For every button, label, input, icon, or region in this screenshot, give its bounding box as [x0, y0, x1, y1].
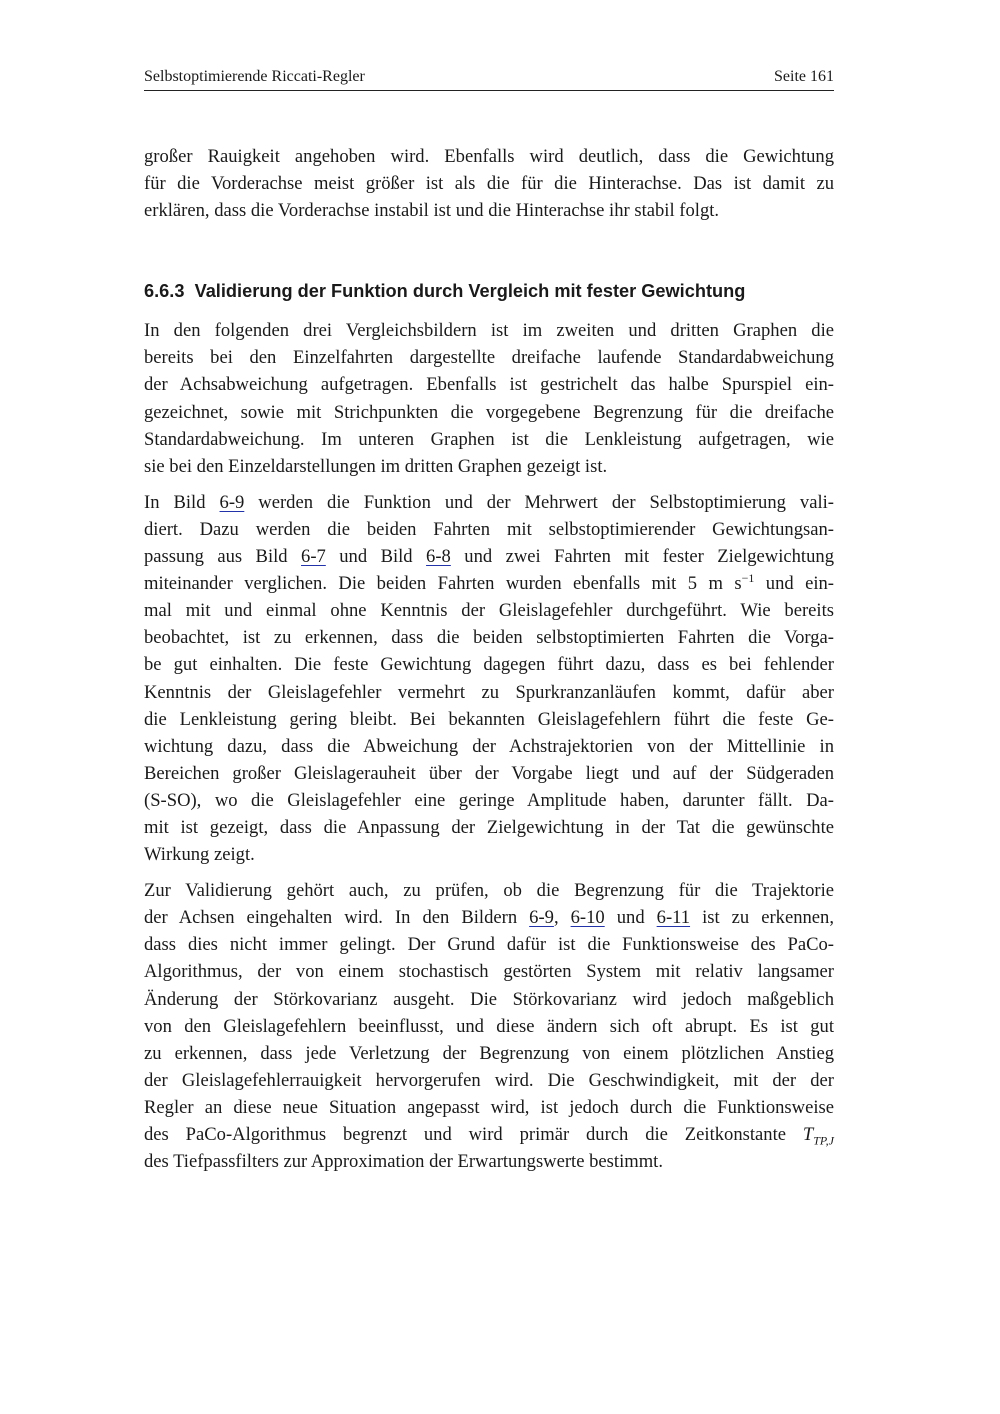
text-line: bereits bei den Einzelfahrten dargestellte dreifache laufende Standardabweichung	[144, 347, 834, 369]
text-line: von den Gleislagefehlern beeinflusst, und diese ändern sich oft abrupt. Es ist gut	[144, 1015, 834, 1037]
figure-ref-6-9[interactable]: 6-9	[529, 907, 554, 929]
figure-ref-6-10[interactable]: 6-10	[570, 907, 605, 929]
text-line: der Achsabweichung aufgetragen. Ebenfalls ist gestrichelt das halbe Spurspiel ein-	[144, 374, 834, 396]
running-header	[144, 66, 834, 91]
text-line: zu erkennen, dass jede Verletzung der Begrenzung von einem plötzlichen Anstieg	[144, 1042, 834, 1064]
figure-ref-6-9[interactable]: 6-9	[219, 491, 245, 513]
text-line: wichtung dazu, dass die Abweichung der Achstrajektorien von der Mittellinie in	[144, 735, 834, 757]
text-line: erklären, dass die Vorderachse instabil ist und die Hinterachse ihr stabil folgt.	[144, 200, 720, 222]
text-line: sie bei den Einzeldarstellungen im dritten Graphen gezeigt ist.	[144, 455, 608, 477]
text-line: Bereichen großer Gleislagerauheit über der Vorgabe liegt und auf der Südgeraden	[144, 762, 834, 784]
text-line: für die Vorderachse meist größer ist als die für die Hinterachse. Das ist damit zu	[144, 173, 834, 195]
text-line: des Tiefpassfilters zur Approximation der Erwartungswerte bestimmt.	[144, 1151, 663, 1173]
text-line: gezeichnet, sowie mit Strichpunkten die vorgegebene Begrenzung für die dreifache	[144, 401, 834, 423]
text-line: des PaCo-Algorithmus begrenzt und wird primär durch die Zeitkonstante $T_{TP,J}$	[144, 1124, 834, 1148]
text-line: Regler an diese neue Situation angepasst wird, ist jedoch durch die Funktionsweise	[144, 1096, 834, 1118]
text-line: großer Rauigkeit angehoben wird. Ebenfalls wird deutlich, dass die Gewichtung	[144, 146, 834, 167]
figure-ref-6-8[interactable]: 6-8	[426, 546, 451, 568]
text-line: (S-SO), wo die Gleislagefehler eine geringe Amplitude haben, darunter fällt. Da-	[144, 789, 834, 811]
text-line: diert. Dazu werden die beiden Fahrten mit selbstoptimierender Gewichtungsan-	[144, 518, 834, 540]
text-line: Algorithmus, der von einem stochastisch gestörten System mit relativ langsamer	[144, 961, 834, 983]
section-heading	[144, 279, 834, 303]
text-line: dass dies nicht immer gelingt. Der Grund dafür ist die Funktionsweise des PaCo-	[144, 934, 834, 956]
text-line: Kenntnis der Gleislagefehler vermehrt zu Spurkranzanläufen kommt, dafür aber	[144, 681, 834, 703]
text-line: In den folgenden drei Vergleichsbildern ist im zweiten und dritten Graphen die	[144, 320, 834, 342]
paragraph-1	[144, 317, 834, 480]
text-line: die Lenkleistung gering bleibt. Bei bekannten Gleislagefehlern führt die feste Ge-	[144, 708, 834, 730]
text-line: beobachtet, ist zu erkennen, dass die beiden selbstoptimierten Fahrten die Vorga-	[144, 627, 834, 649]
paragraph-3	[144, 877, 834, 1175]
text-line: Zur Validierung gehört auch, zu prüfen, ob die Begrenzung für die Trajektorie	[144, 880, 834, 902]
page-number: Seite 161	[774, 68, 834, 85]
text-line: mal mit und einmal ohne Kenntnis der Gleislagefehler durchgeführt. Wie bereits	[144, 600, 834, 622]
text-line: mit ist gezeigt, dass die Anpassung der Zielgewichtung in der Tat die gewünschte	[144, 816, 834, 838]
body-text	[144, 143, 834, 1175]
time-constant-symbol: $T_{TP,J}$	[802, 1124, 834, 1148]
intro-paragraph	[144, 143, 834, 224]
section-number: 6.6.3	[144, 281, 185, 302]
text-line: Änderung der Störkovarianz ausgeht. Die Störkovarianz wird jedoch maßgeblich	[144, 988, 834, 1010]
figure-ref-6-7[interactable]: 6-7	[301, 546, 326, 568]
text-line: der Achsen eingehalten wird. In den Bildern 6-9, 6-10 und 6-11 ist zu erkennen,	[144, 907, 835, 929]
text-line: Standardabweichung. Im unteren Graphen ist die Lenkleistung aufgetragen, wie	[144, 428, 834, 450]
text-line: der Gleislagefehlerrauigkeit hervorgerufen wird. Die Geschwindigkeit, mit der der	[144, 1069, 834, 1091]
text-line: be gut einhalten. Die feste Gewichtung dagegen führt dazu, dass es bei fehlender	[144, 654, 834, 676]
figure-ref-6-11[interactable]: 6-11	[656, 907, 691, 929]
text-line: miteinander verglichen. Die beiden Fahrten wurden ebenfalls mit 5 m $s^{-1}$ und ein-	[144, 570, 834, 595]
text-line: Wirkung zeigt.	[144, 844, 255, 866]
text-line: In Bild 6-9 werden die Funktion und der Mehrwert der Selbstoptimierung vali-	[144, 491, 834, 513]
header-title: Selbstoptimierende Riccati-Regler	[144, 68, 365, 85]
text-line: passung aus Bild 6-7 und Bild 6-8 und zwei Fahrten mit fester Zielgewichtung	[144, 546, 834, 568]
paragraph-2	[144, 489, 834, 868]
section-title: Validierung der Funktion durch Vergleich mit fester Gewichtung	[194, 281, 746, 302]
